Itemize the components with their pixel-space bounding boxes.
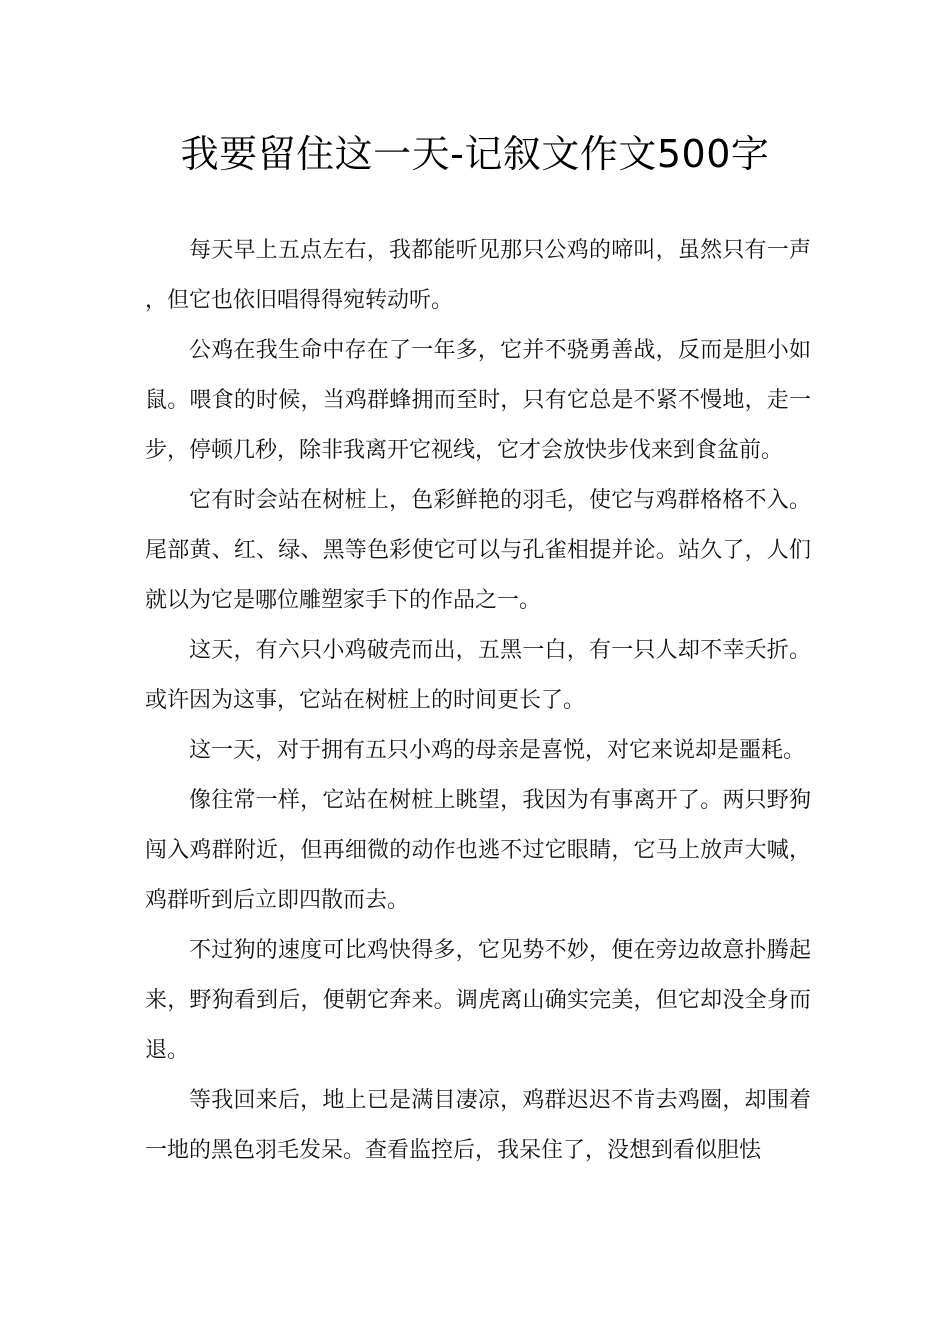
paragraph: 不过狗的速度可比鸡快得多，它见势不妙，便在旁边故意扑腾起来，野狗看到后，便朝它奔来。调虎离山确实完美，但它却没全身而退。 (145, 938, 811, 1063)
paragraph: 每天早上五点左右，我都能听见那只公鸡的啼叫，虽然只有一声，但它也依旧唱得得宛转动听。 (145, 238, 811, 313)
document-body (145, 226, 811, 1176)
paragraph: 等我回来后，地上已是满目凄凉，鸡群迟迟不肯去鸡圈，却围着一地的黑色羽毛发呆。查看监控后，我呆住了，没想到看似胆怯 (145, 1088, 811, 1163)
paragraph: 这天，有六只小鸡破壳而出，五黑一白，有一只人却不幸夭折。或许因为这事，它站在树桩上的时间更长了。 (145, 638, 811, 713)
paragraph: 这一天，对于拥有五只小鸡的母亲是喜悦，对它来说却是噩耗。 (189, 738, 806, 763)
document-title: 我要留住这一天-记叙文作文500字 (180, 132, 770, 176)
paragraph: 像往常一样，它站在树桩上眺望，我因为有事离开了。两只野狗闯入鸡群附近，但再细微的动作也逃不过它眼睛，它马上放声大喊，鸡群听到后立即四散而去。 (145, 788, 811, 913)
paragraph: 它有时会站在树桩上，色彩鲜艳的羽毛，使它与鸡群格格不入。尾部黄、红、绿、黑等色彩使它可以与孔雀相提并论。站久了，人们就以为它是哪位雕塑家手下的作品之一。 (145, 488, 811, 613)
paragraph: 公鸡在我生命中存在了一年多，它并不骁勇善战，反而是胆小如鼠。喂食的时候，当鸡群蜂拥而至时，只有它总是不紧不慢地，走一步，停顿几秒，除非我离开它视线，它才会放快步伐来到食盆前。 (145, 338, 811, 463)
